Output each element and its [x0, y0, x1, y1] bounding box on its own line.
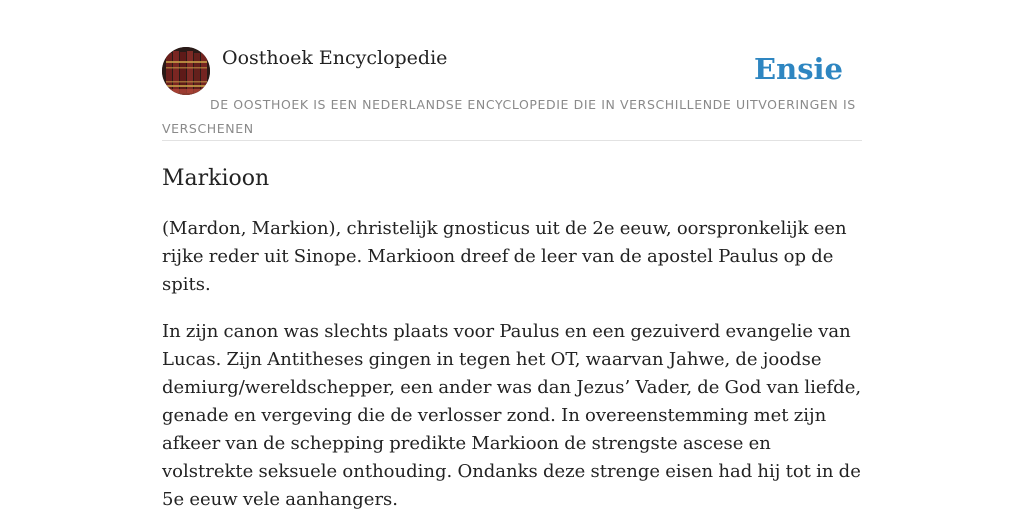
site-title[interactable]: Oosthoek Encyclopedie	[222, 47, 448, 69]
article	[162, 162, 862, 512]
article-paragraph-2: In zijn canon was slechts plaats voor Paulus en een gezuiverd evangelie van Lucas. Zijn Antitheses gingen in tegen het OT, waarvan Jahwe, de joodse demiurg/wereldschepper, een ander was dan Jezus’ Vader, de God van liefde, genade en vergeving die de verlosser zond. In overeenstemming met zijn afkeer van de schepping predikte Markioon de strengste ascese en volstrekte seksuele onthouding. Ondanks deze strenge eisen had hij tot in de 5e eeuw vele aanhangers.	[162, 321, 862, 510]
article-paragraph-1: (Mardon, Markion), christelijk gnosticus uit de 2e eeuw, oorspronkelijk een rijke reder uit Sinope. Markioon dreef de leer van de apostel Paulus op de spits.	[162, 218, 847, 295]
brand-logo-link[interactable]: Ensie	[754, 52, 843, 86]
encyclopedia-books-icon[interactable]	[162, 47, 210, 95]
article-title: Markioon	[162, 166, 270, 191]
site-header	[162, 44, 862, 141]
site-tagline: DE OOSTHOEK IS EEN NEDERLANDSE ENCYCLOPEDIE DIE IN VERSCHILLENDE UITVOERINGEN IS VERSCHENEN	[162, 97, 856, 136]
